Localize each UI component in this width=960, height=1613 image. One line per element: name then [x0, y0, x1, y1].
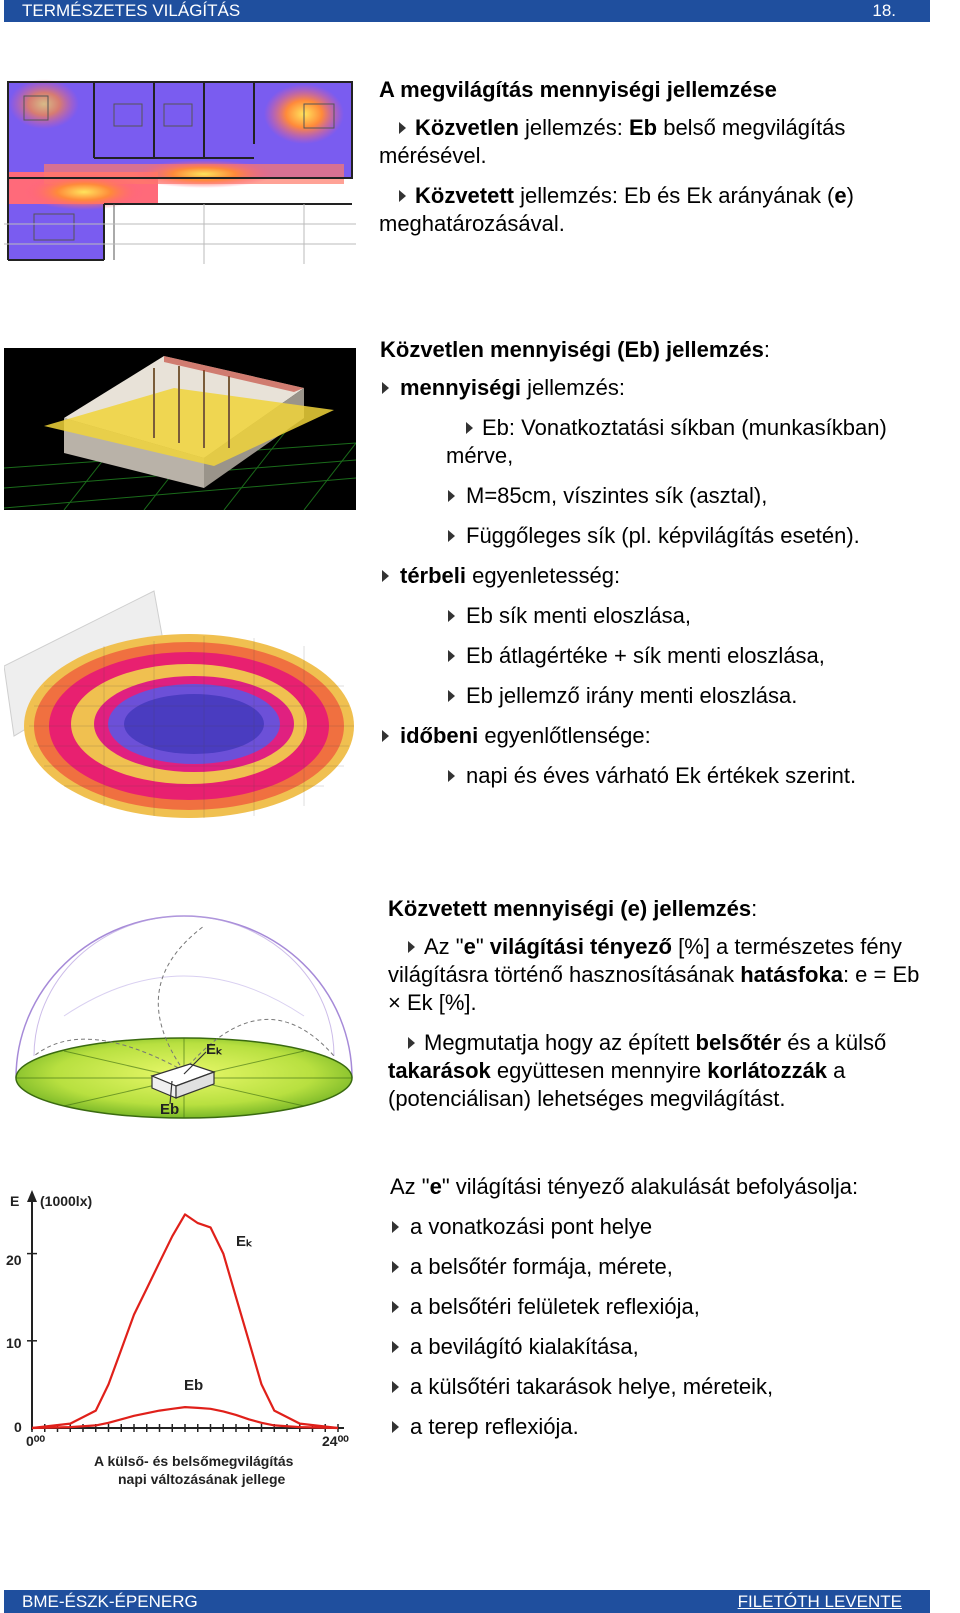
bullet-triangle-icon — [392, 1341, 399, 1353]
bullet-triangle-icon — [392, 1221, 399, 1233]
section-3-heading: Közvetett mennyiségi (e) jellemzés: — [388, 896, 758, 921]
floor-plan-figure — [4, 74, 356, 264]
bullet-triangle-icon — [448, 490, 455, 502]
bullet-triangle-icon — [399, 122, 406, 134]
chart-svg — [4, 1180, 356, 1500]
sky-dome-figure — [4, 906, 356, 1138]
sub-bullet-daily-yearly: napi és éves várható Ek értékek szerint. — [380, 762, 920, 790]
factor-item: a vonatkozási pont helye — [390, 1213, 930, 1241]
bullet-triangle-icon — [382, 730, 389, 742]
eb-label: Eb — [160, 1101, 180, 1118]
bullet-triangle-icon — [408, 1037, 415, 1049]
chart-caption-line-2: napi változásának jellege — [118, 1471, 286, 1487]
footer-bar — [4, 1590, 930, 1613]
x-tick-end: 24⁰⁰ — [322, 1433, 349, 1449]
bullet-shows-limitation: Megmutatja hogy az épített belsőtér és a külső takarások együttesen mennyire korlátozzák a (potenciálisan) lehetséges megvilágítást. — [388, 1030, 887, 1111]
sub-bullet-direction-distribution: Eb jellemző irány menti eloszlása. — [380, 682, 920, 710]
chart-y-label: E — [10, 1193, 20, 1209]
bullet-triangle-icon — [466, 422, 473, 434]
section-indirect-quantity — [388, 895, 928, 1125]
bullet-temporal-nonuniformity: időbeni egyenlőtlensége: — [380, 722, 920, 750]
factor-item: a belsőtér formája, mérete, — [390, 1253, 930, 1281]
chart-y-unit: (1000lx) — [40, 1193, 93, 1209]
factor-item: a külsőtéri takarások helye, méreteik, — [390, 1373, 930, 1401]
y-tick-20: 20 — [6, 1252, 22, 1268]
header-title: TERMÉSZETES VILÁGÍTÁS — [22, 1, 241, 20]
bullet-indirect: Közvetett jellemzés: Eb és Ek arányának (e) meghatározásával. — [379, 183, 854, 236]
ek-label: Eₖ — [206, 1041, 223, 1058]
y-tick-10: 10 — [6, 1335, 22, 1351]
bullet-triangle-icon — [382, 570, 389, 582]
section-quantity-characterization — [379, 76, 899, 250]
y-axis-arrow-icon — [27, 1190, 37, 1202]
sub-bullet-horizontal-plane: M=85cm, víszintes sík (asztal), — [380, 482, 920, 510]
section-e-factors — [390, 1173, 930, 1453]
sub-bullet-vertical-plane: Függőleges sík (pl. képvilágítás esetén). — [380, 522, 920, 550]
bullet-triangle-icon — [448, 610, 455, 622]
factor-item: a belsőtéri felületek reflexiója, — [390, 1293, 930, 1321]
bullet-triangle-icon — [392, 1421, 399, 1433]
factor-item: a bevilágító kialakítása, — [390, 1333, 930, 1361]
bullet-triangle-icon — [392, 1261, 399, 1273]
daily-illuminance-chart — [4, 1180, 356, 1500]
series-label-ek: Eₖ — [236, 1233, 253, 1250]
bullet-triangle-icon — [399, 190, 406, 202]
section-4-heading: Az "e" világítási tényező alakulását befolyásolja: — [390, 1174, 859, 1199]
footer-author-link[interactable]: FILETÓTH LEVENTE — [737, 1592, 902, 1611]
bullet-triangle-icon — [382, 382, 389, 394]
series-line-ek — [32, 1214, 338, 1428]
bullet-e-factor: Az "e" világítási tényező [%] a természetes fény világításra történő hasznosításának hatásfoka: e = Eb × Ek [%]. — [388, 934, 920, 1015]
sub-bullet-plane-distribution: Eb sík menti eloszlása, — [380, 602, 920, 630]
bullet-triangle-icon — [448, 650, 455, 662]
factor-item: a terep reflexiója. — [390, 1413, 930, 1441]
bullet-direct: Közvetlen jellemzés: Eb belső megvilágítás mérésével. — [379, 115, 846, 168]
bullet-triangle-icon — [448, 690, 455, 702]
header-bar — [4, 0, 930, 22]
bullet-triangle-icon — [392, 1381, 399, 1393]
page-number: 18. — [872, 1, 896, 20]
series-label-eb: Eb — [184, 1377, 204, 1394]
bullet-triangle-icon — [392, 1301, 399, 1313]
chart-caption-line-1: A külső- és belsőmegvilágítás — [94, 1453, 294, 1469]
section-2-heading: Közvetlen mennyiségi (Eb) jellemzés: — [380, 337, 771, 362]
section-direct-quantity — [380, 336, 920, 802]
house-3d-figure — [4, 348, 356, 510]
section-1-heading: A megvilágítás mennyiségi jellemzése — [379, 77, 777, 102]
bullet-quantity: mennyiségi jellemzés: — [380, 374, 920, 402]
bullet-spatial-uniformity: térbeli egyenletesség: — [380, 562, 920, 590]
stadium-heatmap-figure — [4, 586, 356, 822]
bullet-triangle-icon — [448, 770, 455, 782]
x-tick-start: 0⁰⁰ — [26, 1433, 46, 1449]
sub-bullet-average-distribution: Eb átlagértéke + sík menti eloszlása, — [380, 642, 920, 670]
sub-bullet-reference-plane: Eb: Vonatkoztatási síkban (munkasíkban) mérve, — [446, 415, 887, 468]
footer-left: BME-ÉSZK-ÉPENERG — [22, 1592, 198, 1611]
y-tick-0: 0 — [14, 1419, 22, 1435]
bullet-triangle-icon — [408, 941, 415, 953]
bullet-triangle-icon — [448, 530, 455, 542]
